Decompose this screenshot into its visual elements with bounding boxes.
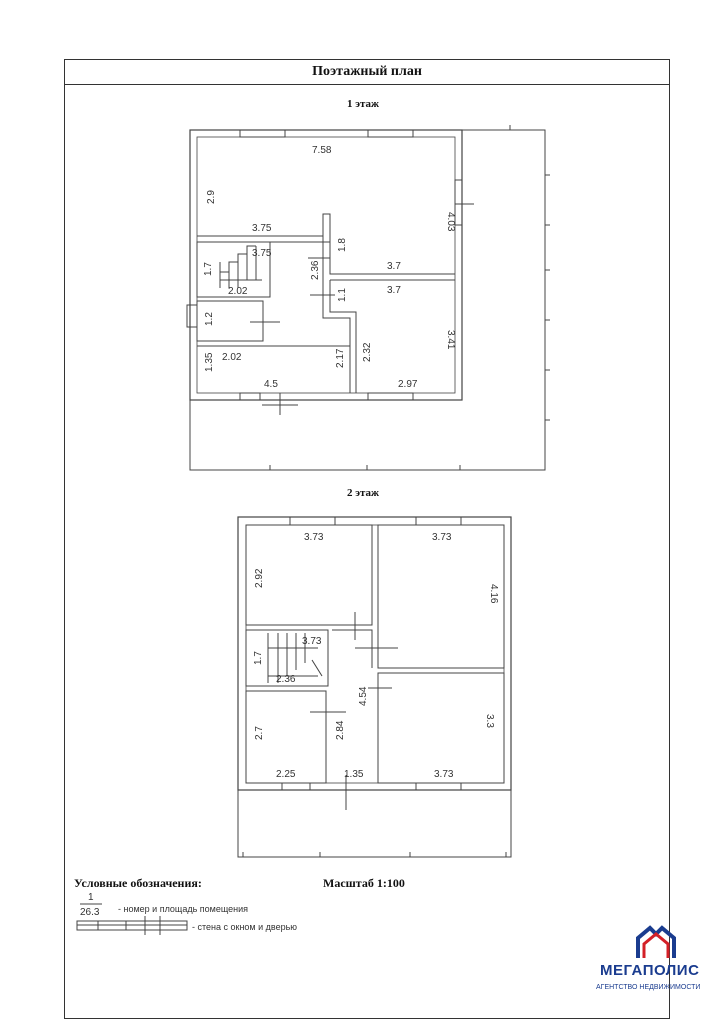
dim-label: 3.73 bbox=[302, 636, 322, 647]
dim-label: 3.73 bbox=[304, 532, 324, 543]
logo-subtitle: АГЕНТСТВО НЕДВИЖИМОСТИ bbox=[596, 984, 701, 991]
dim-label: 2.36 bbox=[310, 260, 321, 280]
dim-label: 4.5 bbox=[264, 379, 278, 390]
dim-label: 1.8 bbox=[337, 238, 348, 252]
floor2-dimensions bbox=[253, 532, 499, 780]
dim-label: 3.7 bbox=[387, 261, 401, 272]
dim-label: 1.2 bbox=[204, 312, 215, 326]
dim-label: 2.7 bbox=[254, 726, 265, 740]
dim-label: 2.84 bbox=[335, 720, 346, 740]
dim-label: 3.75 bbox=[252, 248, 272, 259]
dim-label: 3.73 bbox=[434, 769, 454, 780]
dim-label: 3.73 bbox=[432, 532, 452, 543]
dim-label: 2.97 bbox=[398, 379, 418, 390]
legend-room-number: 1 bbox=[88, 892, 94, 903]
page-title: Поэтажный план bbox=[64, 59, 670, 85]
dim-label: 3.41 bbox=[445, 330, 456, 350]
legend-room-area: 26.3 bbox=[80, 907, 100, 918]
dim-label: 1.7 bbox=[253, 651, 264, 665]
legend-room-text: - номер и площадь помещения bbox=[118, 904, 249, 914]
floor1-label: 1 этаж bbox=[347, 98, 380, 110]
dim-label: 1.35 bbox=[344, 769, 364, 780]
dim-label: 4.03 bbox=[445, 212, 456, 232]
dim-label: 2.92 bbox=[254, 568, 265, 588]
dim-label: 3.75 bbox=[252, 223, 272, 234]
floor2-walls bbox=[238, 517, 511, 857]
dim-label: 2.02 bbox=[222, 352, 242, 363]
dim-label: 2.32 bbox=[362, 342, 373, 362]
floor2-label: 2 этаж bbox=[347, 487, 380, 499]
dim-label: 1.7 bbox=[203, 262, 214, 276]
dim-label: 3.7 bbox=[387, 285, 401, 296]
dim-label: 2.36 bbox=[276, 674, 296, 685]
floor1-walls bbox=[187, 125, 550, 470]
logo-name: МЕГАПОЛИС bbox=[600, 962, 700, 979]
scale-label: Масштаб 1:100 bbox=[323, 876, 405, 890]
dim-label: 2.02 bbox=[228, 286, 248, 297]
dim-label: 1.1 bbox=[337, 288, 348, 302]
legend-wall-text: - стена с окном и дверью bbox=[192, 922, 298, 932]
legend-title: Условные обозначения: bbox=[74, 876, 202, 890]
dim-label: 4.16 bbox=[488, 584, 499, 604]
megapolis-logo-icon bbox=[638, 928, 674, 958]
dim-label: 4.54 bbox=[358, 686, 369, 706]
dim-label: 1.35 bbox=[204, 352, 215, 372]
dim-label: 2.17 bbox=[335, 348, 346, 368]
dim-label: 2.25 bbox=[276, 769, 296, 780]
dim-label: 7.58 bbox=[312, 145, 332, 156]
dim-label: 2.9 bbox=[206, 190, 217, 204]
dim-label: 3.3 bbox=[484, 714, 495, 728]
